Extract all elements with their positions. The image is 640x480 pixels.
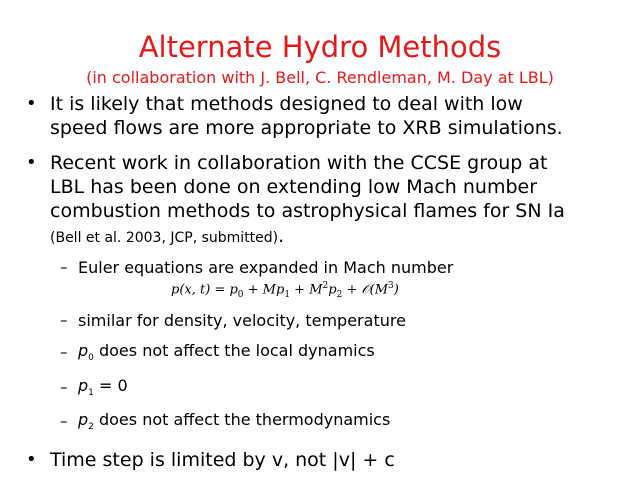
dash-marker: –	[60, 258, 68, 276]
subscript: 1	[88, 388, 94, 399]
bullet-text-line: It is likely that methods designed to deal with low	[50, 93, 523, 115]
subpoint-text: similar for density, velocity, temperature	[78, 311, 406, 330]
equation-lhs: p(x, t)	[171, 282, 211, 298]
equation	[171, 281, 399, 300]
dash-marker: –	[60, 378, 68, 396]
equation-term: p	[328, 282, 337, 298]
citation: (Bell et al. 2003, JCP, submitted)	[50, 230, 279, 246]
subpoint-rest: = 0	[93, 376, 128, 395]
bullet-marker: •	[26, 93, 37, 114]
variable: p	[78, 376, 89, 395]
bullet-text-line: Recent work in collaboration with the CCSE group at	[50, 152, 548, 174]
subpoint-text: Euler equations are expanded in Mach number	[78, 258, 454, 277]
subpoint-text	[78, 341, 375, 363]
dash-marker: –	[60, 311, 68, 329]
subpoint-rest: does not affect the local dynamics	[93, 341, 375, 360]
equation-subscript: 1	[284, 289, 291, 300]
subpoint-text	[78, 376, 128, 398]
subpoint-rest: does not affect the thermodynamics	[93, 410, 391, 429]
citation-line	[50, 224, 284, 250]
equation-term: + 𝒪(M	[342, 282, 389, 298]
bullet-marker: •	[26, 152, 37, 173]
equation-term: + M	[290, 282, 323, 298]
equation-subscript: 2	[336, 289, 343, 300]
equation-term: = p	[210, 282, 238, 298]
slide-title: Alternate Hydro Methods	[138, 30, 502, 64]
subscript: 2	[88, 422, 94, 433]
bullet-text-line: Time step is limited by v, not |v| + c	[50, 449, 395, 471]
equation-superscript: 2	[322, 281, 329, 291]
variable: p	[78, 341, 89, 360]
citation-period: .	[278, 225, 285, 247]
bullet-marker: •	[26, 449, 37, 470]
dash-marker: –	[60, 343, 68, 361]
bullet-text-line: LBL has been done on extending low Mach number	[50, 176, 538, 198]
equation-superscript: 3	[388, 281, 394, 291]
equation-term: )	[393, 282, 399, 298]
slide-subtitle: (in collaboration with J. Bell, C. Rendleman, M. Day at LBL)	[86, 68, 554, 87]
equation-term: + Mp	[243, 282, 285, 298]
dash-marker: –	[60, 412, 68, 430]
bullet-text-line: speed flows are more appropriate to XRB simulations.	[50, 117, 563, 139]
variable: p	[78, 410, 89, 429]
subpoint-text	[78, 410, 390, 432]
subscript: 0	[88, 353, 94, 364]
equation-subscript: 0	[237, 289, 244, 300]
bullet-text-line: combustion methods to astrophysical flames for SN Ia	[50, 200, 565, 222]
